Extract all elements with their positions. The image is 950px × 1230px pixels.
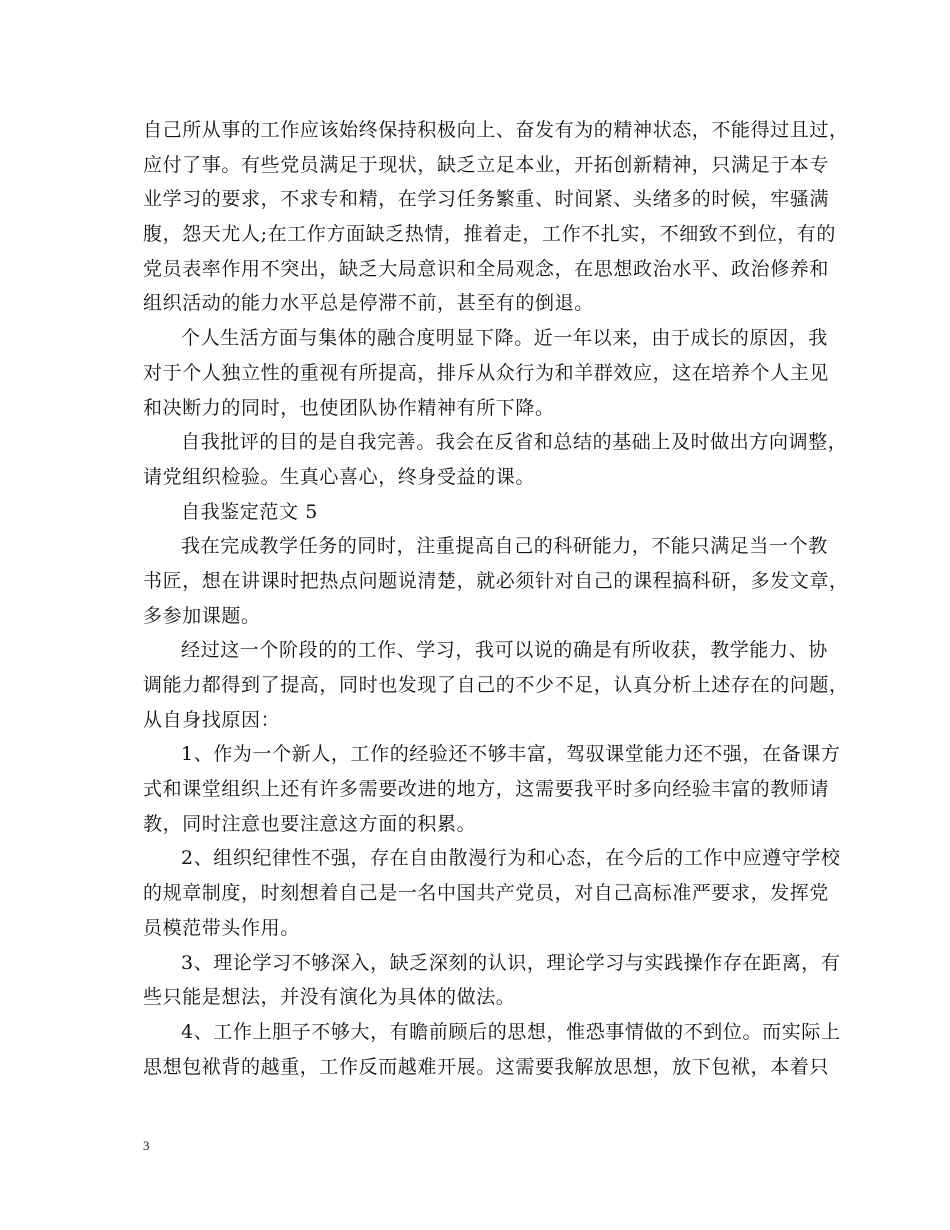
- text-line: 和决断力的同时，也使团队协作精神有所下降。: [143, 396, 555, 419]
- text-line: 思想包袱背的越重，工作反而越难开展。这需要我解放思想，放下包袱，本着只: [143, 1055, 830, 1078]
- list-item-first-line: 2、组织纪律性不强，存在自由散漫行为和心态，在今后的工作中应遵守学校: [181, 847, 841, 870]
- text-line: 请党组织检验。生真心喜心，终身受益的课。: [143, 465, 536, 488]
- text-line: 式和课堂组织上还有许多需要改进的地方，这需要我平时多向经验丰富的教师请: [143, 778, 830, 801]
- text-line: 调能力都得到了提高，同时也发现了自己的不少不足，认真分析上述存在的问题，: [143, 674, 849, 696]
- document-body: [143, 113, 849, 1084]
- paragraph-first-line: 自我批评的目的是自我完善。我会在反省和总结的基础上及时做出方向调整，: [181, 431, 848, 454]
- text-line: 些只能是想法，并没有演化为具体的做法。: [143, 986, 516, 1009]
- paragraph-first-line: 个人生活方面与集体的融合度明显下降。近一年以来，由于成长的原因，我: [181, 327, 828, 350]
- text-line: 从自身找原因：: [143, 708, 281, 731]
- text-line: 自己所从事的工作应该始终保持积极向上、奋发有为的精神状态，不能得过且过，: [143, 119, 849, 141]
- text-line: 党员表率作用不突出，缺乏大局意识和全局观念，在思想政治水平、政治修养和: [143, 257, 830, 280]
- paragraph-first-line: 我在完成教学任务的同时，注重提高自己的科研能力，不能只满足当一个教: [181, 535, 828, 558]
- list-item-first-line: 1、作为一个新人，工作的经验还不够丰富，驾驭课堂能力还不强，在备课方: [181, 743, 841, 766]
- text-line: 应付了事。有些党员满足于现状，缺乏立足本业，开拓创新精神，只满足于本专: [143, 153, 830, 176]
- text-line: 员模范带头作用。: [143, 916, 300, 939]
- text-line: 组织活动的能力水平总是停滞不前，甚至有的倒退。: [143, 292, 594, 315]
- text-line: 教，同时注意也要注意这方面的积累。: [143, 812, 477, 835]
- text-line: 业学习的要求，不求专和精，在学习任务繁重、时间紧、头绪多的时候，牢骚满: [143, 188, 830, 211]
- text-line: 的规章制度，时刻想着自己是一名中国共产党员，对自己高标准严要求，发挥党: [143, 882, 830, 905]
- list-item-first-line: 3、理论学习不够深入，缺乏深刻的认识，理论学习与实践操作存在距离，有: [181, 951, 841, 974]
- text-line: 书匠，想在讲课时把热点问题说清楚，就必须针对自己的课程搞科研，多发文章，: [143, 569, 849, 592]
- text-line: 腹，怨天尤人;在工作方面缺乏热情，推着走，工作不扎实，不细致不到位，有的: [143, 223, 837, 246]
- text-line: 多参加课题。: [143, 604, 261, 627]
- text-line: 对于个人独立性的重视有所提高，排斥从众行为和羊群效应，这在培养个人主见: [143, 361, 830, 384]
- list-item-first-line: 4、工作上胆子不够大，有瞻前顾后的思想，惟恐事情做的不到位。而实际上: [181, 1020, 841, 1043]
- paragraph-first-line: 经过这一个阶段的的工作、学习，我可以说的确是有所收获，教学能力、协: [181, 639, 828, 662]
- page-number: 3: [143, 1138, 150, 1153]
- section-heading: 自我鉴定范文 5: [181, 500, 318, 523]
